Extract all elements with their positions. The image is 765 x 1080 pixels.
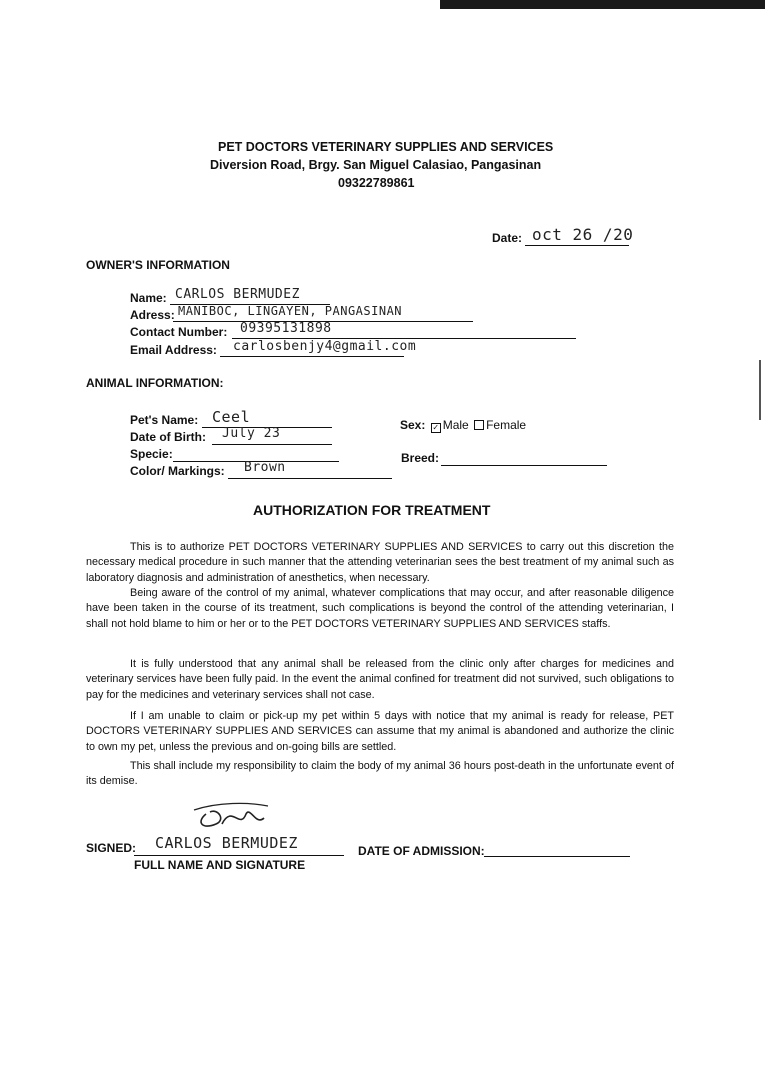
owner-name-value: CARLOS BERMUDEZ	[175, 287, 300, 302]
owner-email-value: carlosbenjy4@gmail.com	[233, 339, 417, 354]
date-label: Date:	[492, 231, 523, 245]
scan-edge-bar	[440, 0, 765, 9]
authorization-title: AUTHORIZATION FOR TREATMENT	[253, 502, 491, 518]
owner-email-label: Email Address:	[130, 343, 217, 357]
authorization-paragraph-2: Being aware of the control of my animal, whatever complications that may occur, and after reasonable diligence have been taken in the course of its treatment, such complications is beyond the control of the attending veterinarian, I shall not hold blame to him or her or to the PET DOCTORS VETERINARY SUPPLIES AND SERVICES staffs.	[86, 587, 674, 630]
authorization-paragraph-4: If I am unable to claim or pick-up my pet within 5 days with notice that my animal is ready for release, PET DOCTORS VETERINARY SUPPLIES AND SERVICES can assume that my animal is abandoned and authorize the clinic to own my pet, unless the previous and on-going bills are settled.	[86, 710, 674, 753]
owner-address-value: MANIBOC, LINGAYEN, PANGASINAN	[178, 304, 403, 318]
owner-contact-label: Contact Number:	[130, 325, 228, 339]
dob-value: July 23	[222, 426, 281, 441]
dob-label: Date of Birth:	[130, 430, 206, 444]
sex-label-text: Sex:	[400, 418, 426, 432]
date-of-admission-label: DATE OF ADMISSION:	[358, 844, 485, 858]
owner-heading: OWNER'S INFORMATION	[86, 258, 230, 272]
authorization-paragraph-1: This is to authorize PET DOCTORS VETERINARY SUPPLIES AND SERVICES to carry out this discretion the necessary medical procedure in such manner that the attending veterinarian sees the best treatment of my animal such as laboratory diagnosis and administration of anesthetics, when necessary.	[86, 541, 674, 584]
signed-label: SIGNED:	[86, 841, 137, 855]
authorization-paragraph-3: It is fully understood that any animal shall be released from the clinic only after charges for medicines and veterinary services have been fully paid. In the event the animal confined for treatment did not survived, such obligations to pay for the medicines and veterinary services shall not case.	[86, 658, 674, 701]
owner-contact-value: 09395131898	[240, 321, 332, 336]
date-underline	[525, 245, 629, 246]
color-label: Color/ Markings:	[130, 464, 225, 478]
dob-line	[212, 444, 332, 445]
clinic-phone: 09322789861	[338, 176, 415, 190]
sex-female-text: Female	[486, 418, 527, 432]
owner-name-label: Name:	[130, 291, 167, 305]
color-value: Brown	[244, 460, 286, 475]
sex-label	[400, 418, 526, 433]
sex-male-checkbox[interactable]: ✓	[432, 423, 440, 432]
pet-name-value: Ceel	[212, 408, 251, 426]
breed-label: Breed:	[401, 451, 440, 465]
handwritten-signature	[188, 800, 298, 836]
signature-line	[134, 855, 344, 856]
signed-value: CARLOS BERMUDEZ	[155, 834, 298, 852]
date-value: oct 26 /20	[532, 225, 634, 244]
breed-line	[441, 465, 607, 466]
clinic-address: Diversion Road, Brgy. San Miguel Calasiao, Pangasinan	[210, 158, 542, 172]
date-of-admission-line	[484, 856, 630, 857]
sex-male-text: Male	[442, 418, 469, 432]
specie-label: Specie:	[130, 447, 173, 461]
owner-address-label: Adress:	[130, 308, 175, 322]
authorization-paragraph-5: This shall include my responsibility to claim the body of my animal 36 hours post-death in the unfortunate event of its demise.	[86, 760, 674, 788]
animal-heading: ANIMAL INFORMATION:	[86, 376, 224, 390]
scan-edge-mark	[759, 360, 761, 420]
owner-email-line	[220, 356, 404, 357]
signature-caption: FULL NAME AND SIGNATURE	[134, 858, 306, 872]
clinic-name: PET DOCTORS VETERINARY SUPPLIES AND SERVICES	[218, 140, 554, 154]
sex-female-checkbox[interactable]	[474, 420, 484, 430]
pet-name-label: Pet's Name:	[130, 413, 199, 427]
color-line	[228, 478, 392, 479]
